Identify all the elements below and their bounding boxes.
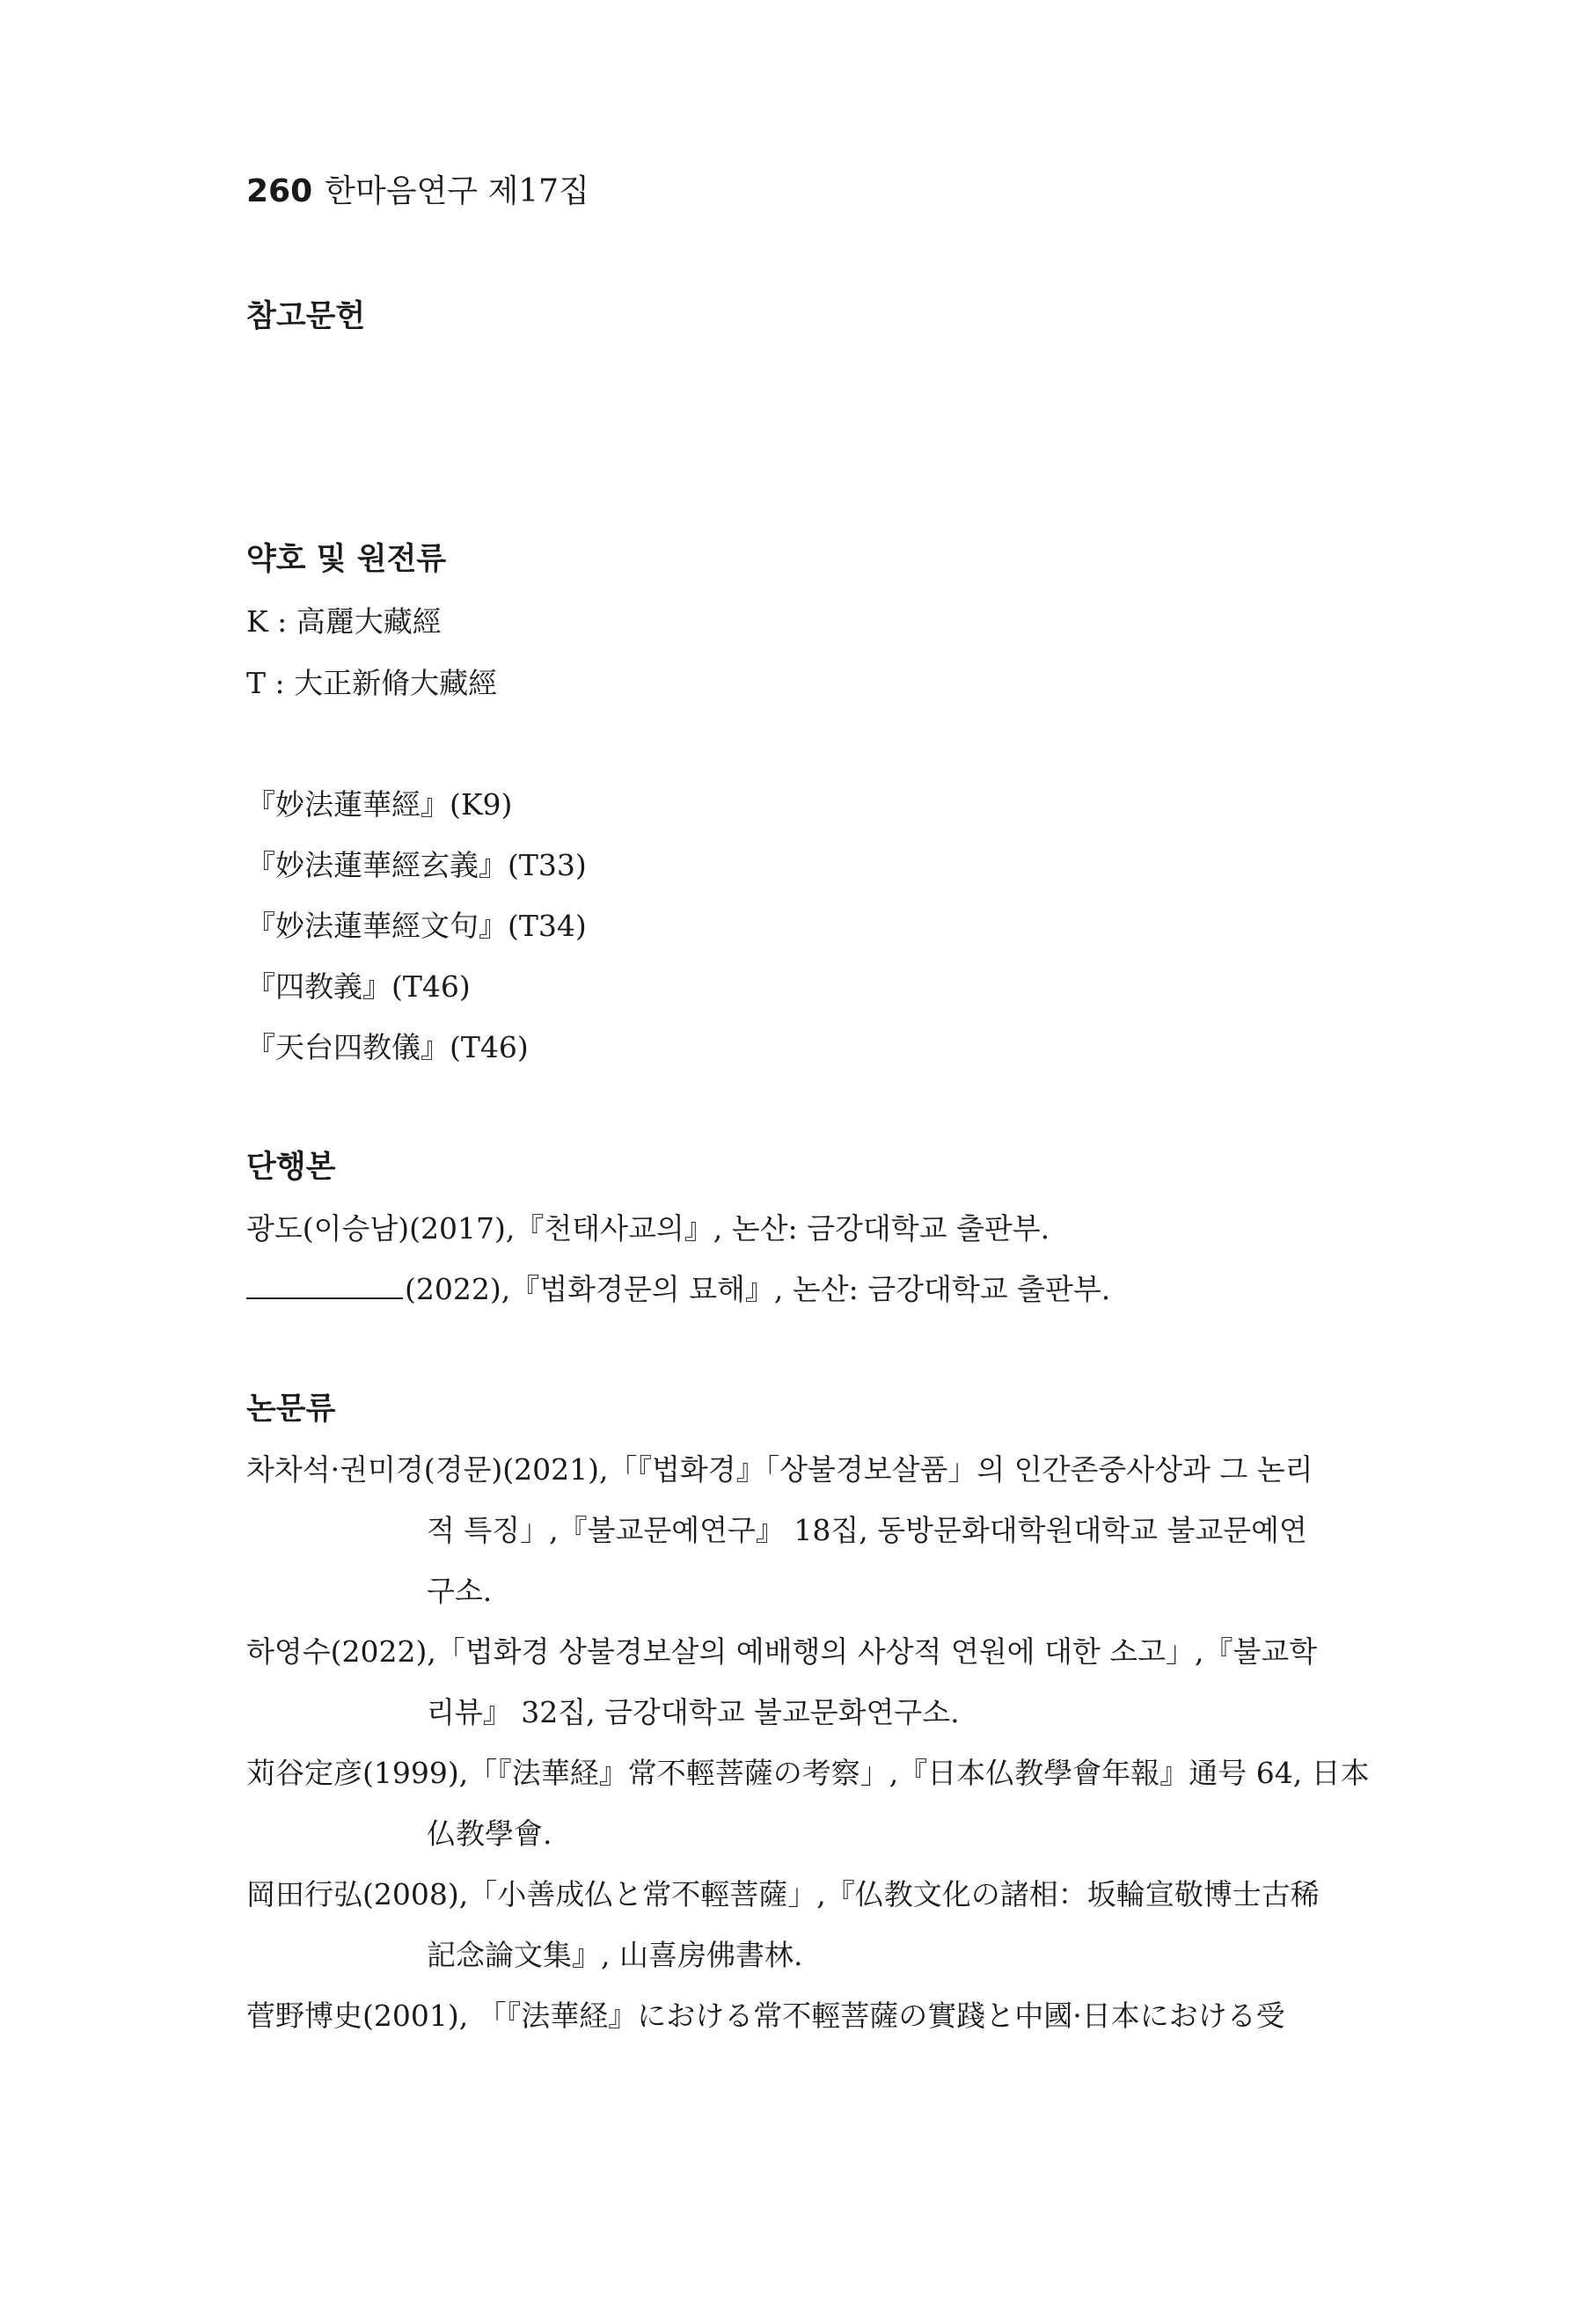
paper-line: 苅谷定彦(1999),「『法華経』常不輕菩薩の考察」,『日本仏教學會年報』通号 64, 日本 — [246, 1756, 1370, 1790]
books-heading: 단행본 — [246, 1150, 336, 1185]
source-item: 『妙法蓮華經』(K9) — [246, 787, 513, 822]
book-item-repeat — [246, 1270, 1110, 1309]
paper-line: 차차석·권미경(경문)(2021),「『법화경』「상불경보살품」의 인간존중사상과 그 논리 — [246, 1452, 1313, 1487]
paper-line: 仏教學會. — [427, 1816, 552, 1851]
source-item: 『天台四教儀』(T46) — [246, 1030, 529, 1064]
paper-line: 菅野博史(2001), 「『法華経』における常不輕菩薩の實踐と中國·日本における受 — [246, 1999, 1285, 2033]
book-item-text: (2022),『법화경문의 묘해』, 논산: 금강대학교 출판부. — [405, 1272, 1111, 1306]
journal-title: 한마음연구 제17집 — [325, 173, 589, 209]
section-title: 참고문헌 — [246, 299, 366, 334]
abbrev-item: T : 大正新脩大藏經 — [246, 666, 498, 700]
source-item: 『妙法蓮華經玄義』(T33) — [246, 848, 587, 882]
running-header — [246, 172, 589, 211]
page-number: 260 — [246, 173, 313, 209]
source-item: 『四教義』(T46) — [246, 969, 471, 1004]
book-item: 광도(이승남)(2017),『천태사교의』, 논산: 금강대학교 출판부. — [246, 1211, 1050, 1246]
paper-line: 岡田行弘(2008),「小善成仏と常不輕菩薩」,『仏教文化の諸相：坂輪宣敬博士古稀 — [246, 1877, 1320, 1911]
abbrev-item: K : 高麗大藏經 — [246, 604, 442, 639]
abbrev-heading: 약호 및 원전류 — [246, 542, 447, 577]
paper-line: 하영수(2022),「법화경 상불경보살의 예배행의 사상적 연원에 대한 소고」,『불교학 — [246, 1634, 1318, 1669]
paper-line: 구소. — [427, 1574, 493, 1608]
source-item: 『妙法蓮華經文句』(T34) — [246, 909, 587, 943]
papers-heading: 논문류 — [246, 1392, 336, 1427]
paper-line: 記念論文集』, 山喜房佛書林. — [427, 1938, 803, 1972]
paper-line: 적 특징」,『불교문예연구』 18집, 동방문화대학원대학교 불교문예연 — [427, 1513, 1307, 1547]
paper-line: 리뷰』 32집, 금강대학교 불교문화연구소. — [427, 1695, 960, 1729]
author-repeat-line — [246, 1271, 403, 1299]
